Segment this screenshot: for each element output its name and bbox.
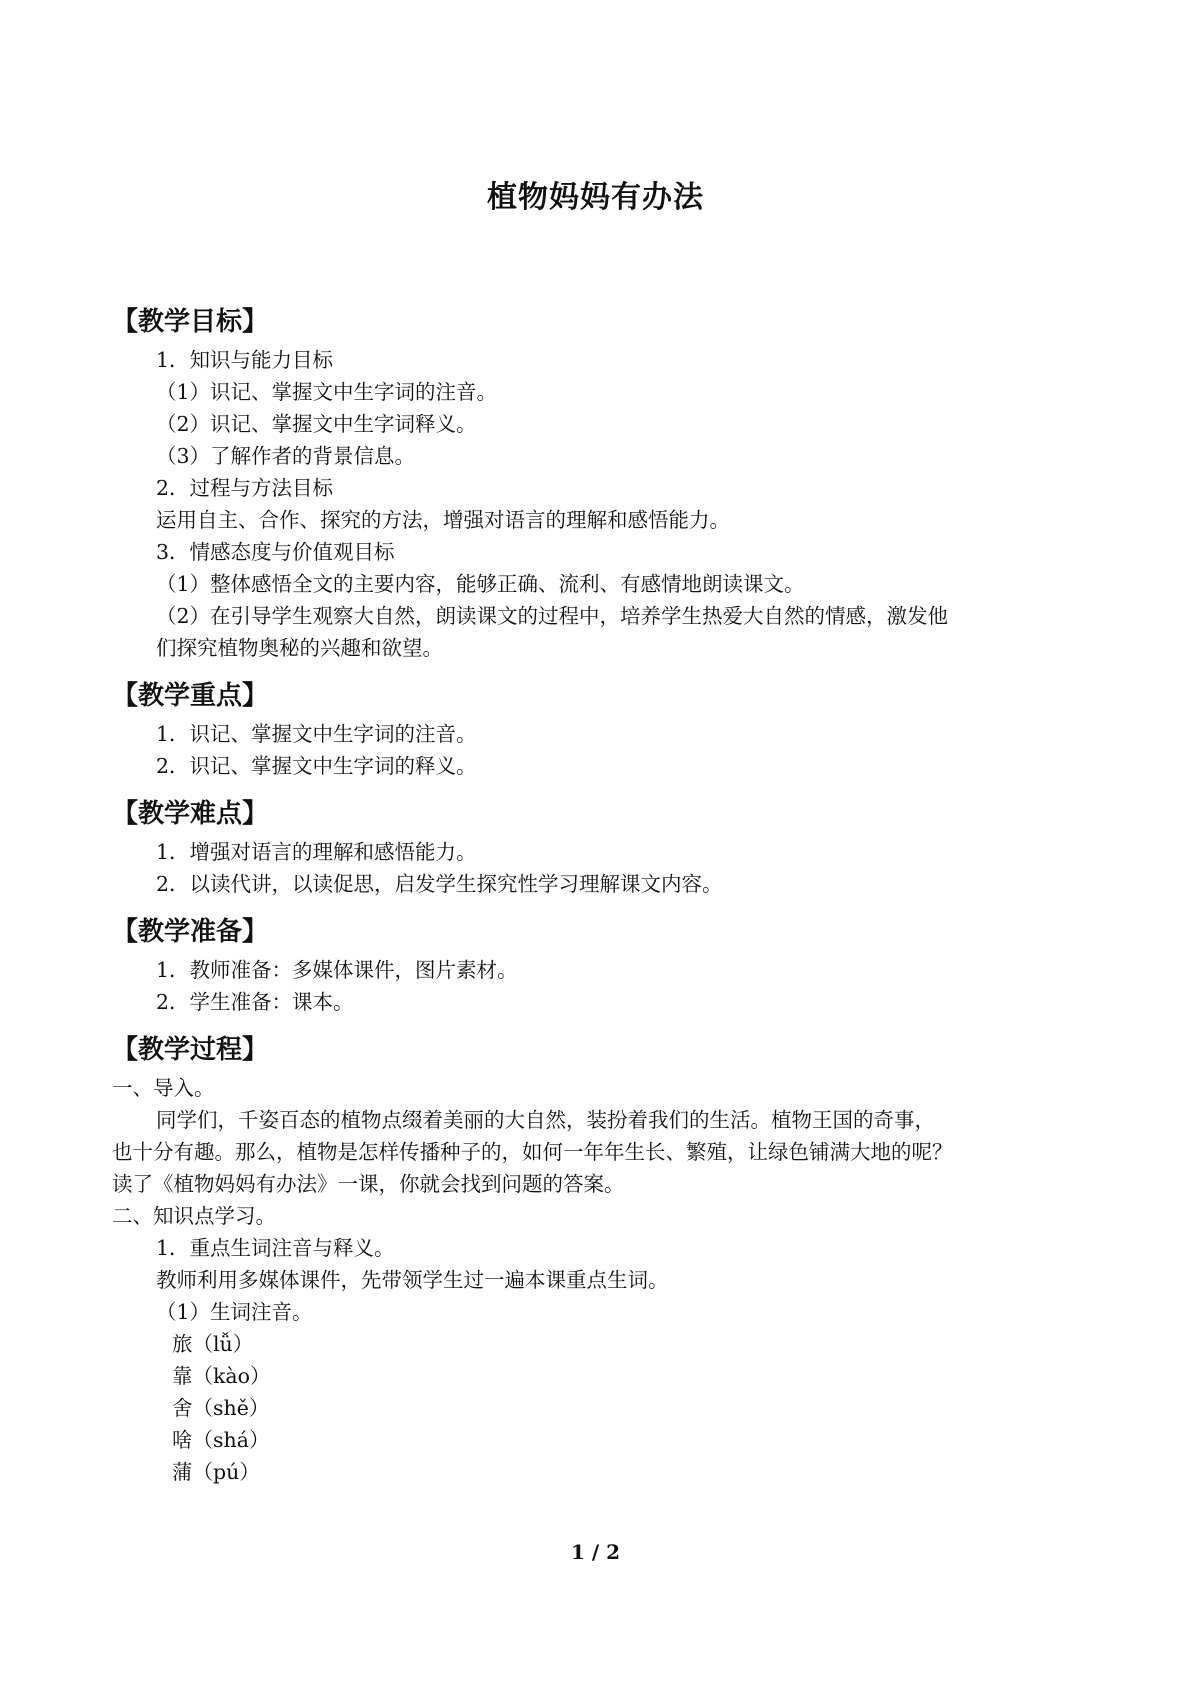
section-heading-preparation: 【教学准备】 xyxy=(112,917,269,947)
vocab-item: 舍（shě） xyxy=(172,1396,270,1420)
document-body xyxy=(0,300,1191,1488)
paragraph-line: 3．情感态度与价值观目标 xyxy=(156,540,395,564)
paragraph-line: 2．识记、掌握文中生字词的释义。 xyxy=(156,754,477,778)
section-heading-objectives: 【教学目标】 xyxy=(112,307,269,337)
document-title: 植物妈妈有办法 xyxy=(487,180,704,215)
paragraph-line: 1．增强对语言的理解和感悟能力。 xyxy=(156,840,477,864)
paragraph-line: 运用自主、合作、探究的方法，增强对语言的理解和感悟能力。 xyxy=(156,508,730,532)
paragraph-line: 1．教师准备：多媒体课件，图片素材。 xyxy=(156,958,518,982)
section-heading-difficulties: 【教学难点】 xyxy=(112,799,269,829)
vocab-item: 啥（shá） xyxy=(172,1428,270,1452)
paragraph-line: （3）了解作者的背景信息。 xyxy=(156,444,416,468)
paragraph-line: 2．以读代讲，以读促思，启发学生探究性学习理解课文内容。 xyxy=(156,872,723,896)
paragraph-line: （2）识记、掌握文中生字词释义。 xyxy=(156,412,477,436)
paragraph-line: （1）整体感悟全文的主要内容，能够正确、流利、有感情地朗读课文。 xyxy=(156,572,805,596)
vocab-item: 旅（lǚ） xyxy=(172,1332,254,1356)
paragraph-line: 们探究植物奥秘的兴趣和欲望。 xyxy=(156,636,443,660)
paragraph-line: 2．学生准备：课本。 xyxy=(156,990,354,1014)
page-number: 1 / 2 xyxy=(570,1540,621,1564)
vocab-item: 蒲（pú） xyxy=(172,1460,260,1484)
paragraph-line: 读了《植物妈妈有办法》一课，你就会找到问题的答案。 xyxy=(112,1172,625,1196)
paragraph-line: 一、导入。 xyxy=(112,1076,215,1100)
paragraph-line: （1）识记、掌握文中生字词的注音。 xyxy=(156,380,498,404)
paragraph-line: 2．过程与方法目标 xyxy=(156,476,334,500)
section-heading-key-points: 【教学重点】 xyxy=(112,681,269,711)
paragraph-line: 同学们，千姿百态的植物点缀着美丽的大自然，装扮着我们的生活。植物王国的奇事， xyxy=(156,1108,935,1132)
paragraph-line: 1．识记、掌握文中生字词的注音。 xyxy=(156,722,477,746)
paragraph-line: 1．重点生词注音与释义。 xyxy=(156,1236,395,1260)
paragraph-line: 二、知识点学习。 xyxy=(112,1204,276,1228)
section-heading-process: 【教学过程】 xyxy=(112,1035,269,1065)
paragraph-line: （2）在引导学生观察大自然，朗读课文的过程中，培养学生热爱大自然的情感，激发他 xyxy=(156,604,949,628)
vocab-item: 靠（kào） xyxy=(172,1364,271,1388)
paragraph-line: 教师利用多媒体课件，先带领学生过一遍本课重点生词。 xyxy=(156,1268,669,1292)
paragraph-line: 也十分有趣。那么，植物是怎样传播种子的，如何一年年生长、繁殖，让绿色铺满大地的呢？ xyxy=(112,1140,953,1164)
paragraph-line: （1）生词注音。 xyxy=(156,1300,313,1324)
paragraph-line: 1．知识与能力目标 xyxy=(156,348,334,372)
